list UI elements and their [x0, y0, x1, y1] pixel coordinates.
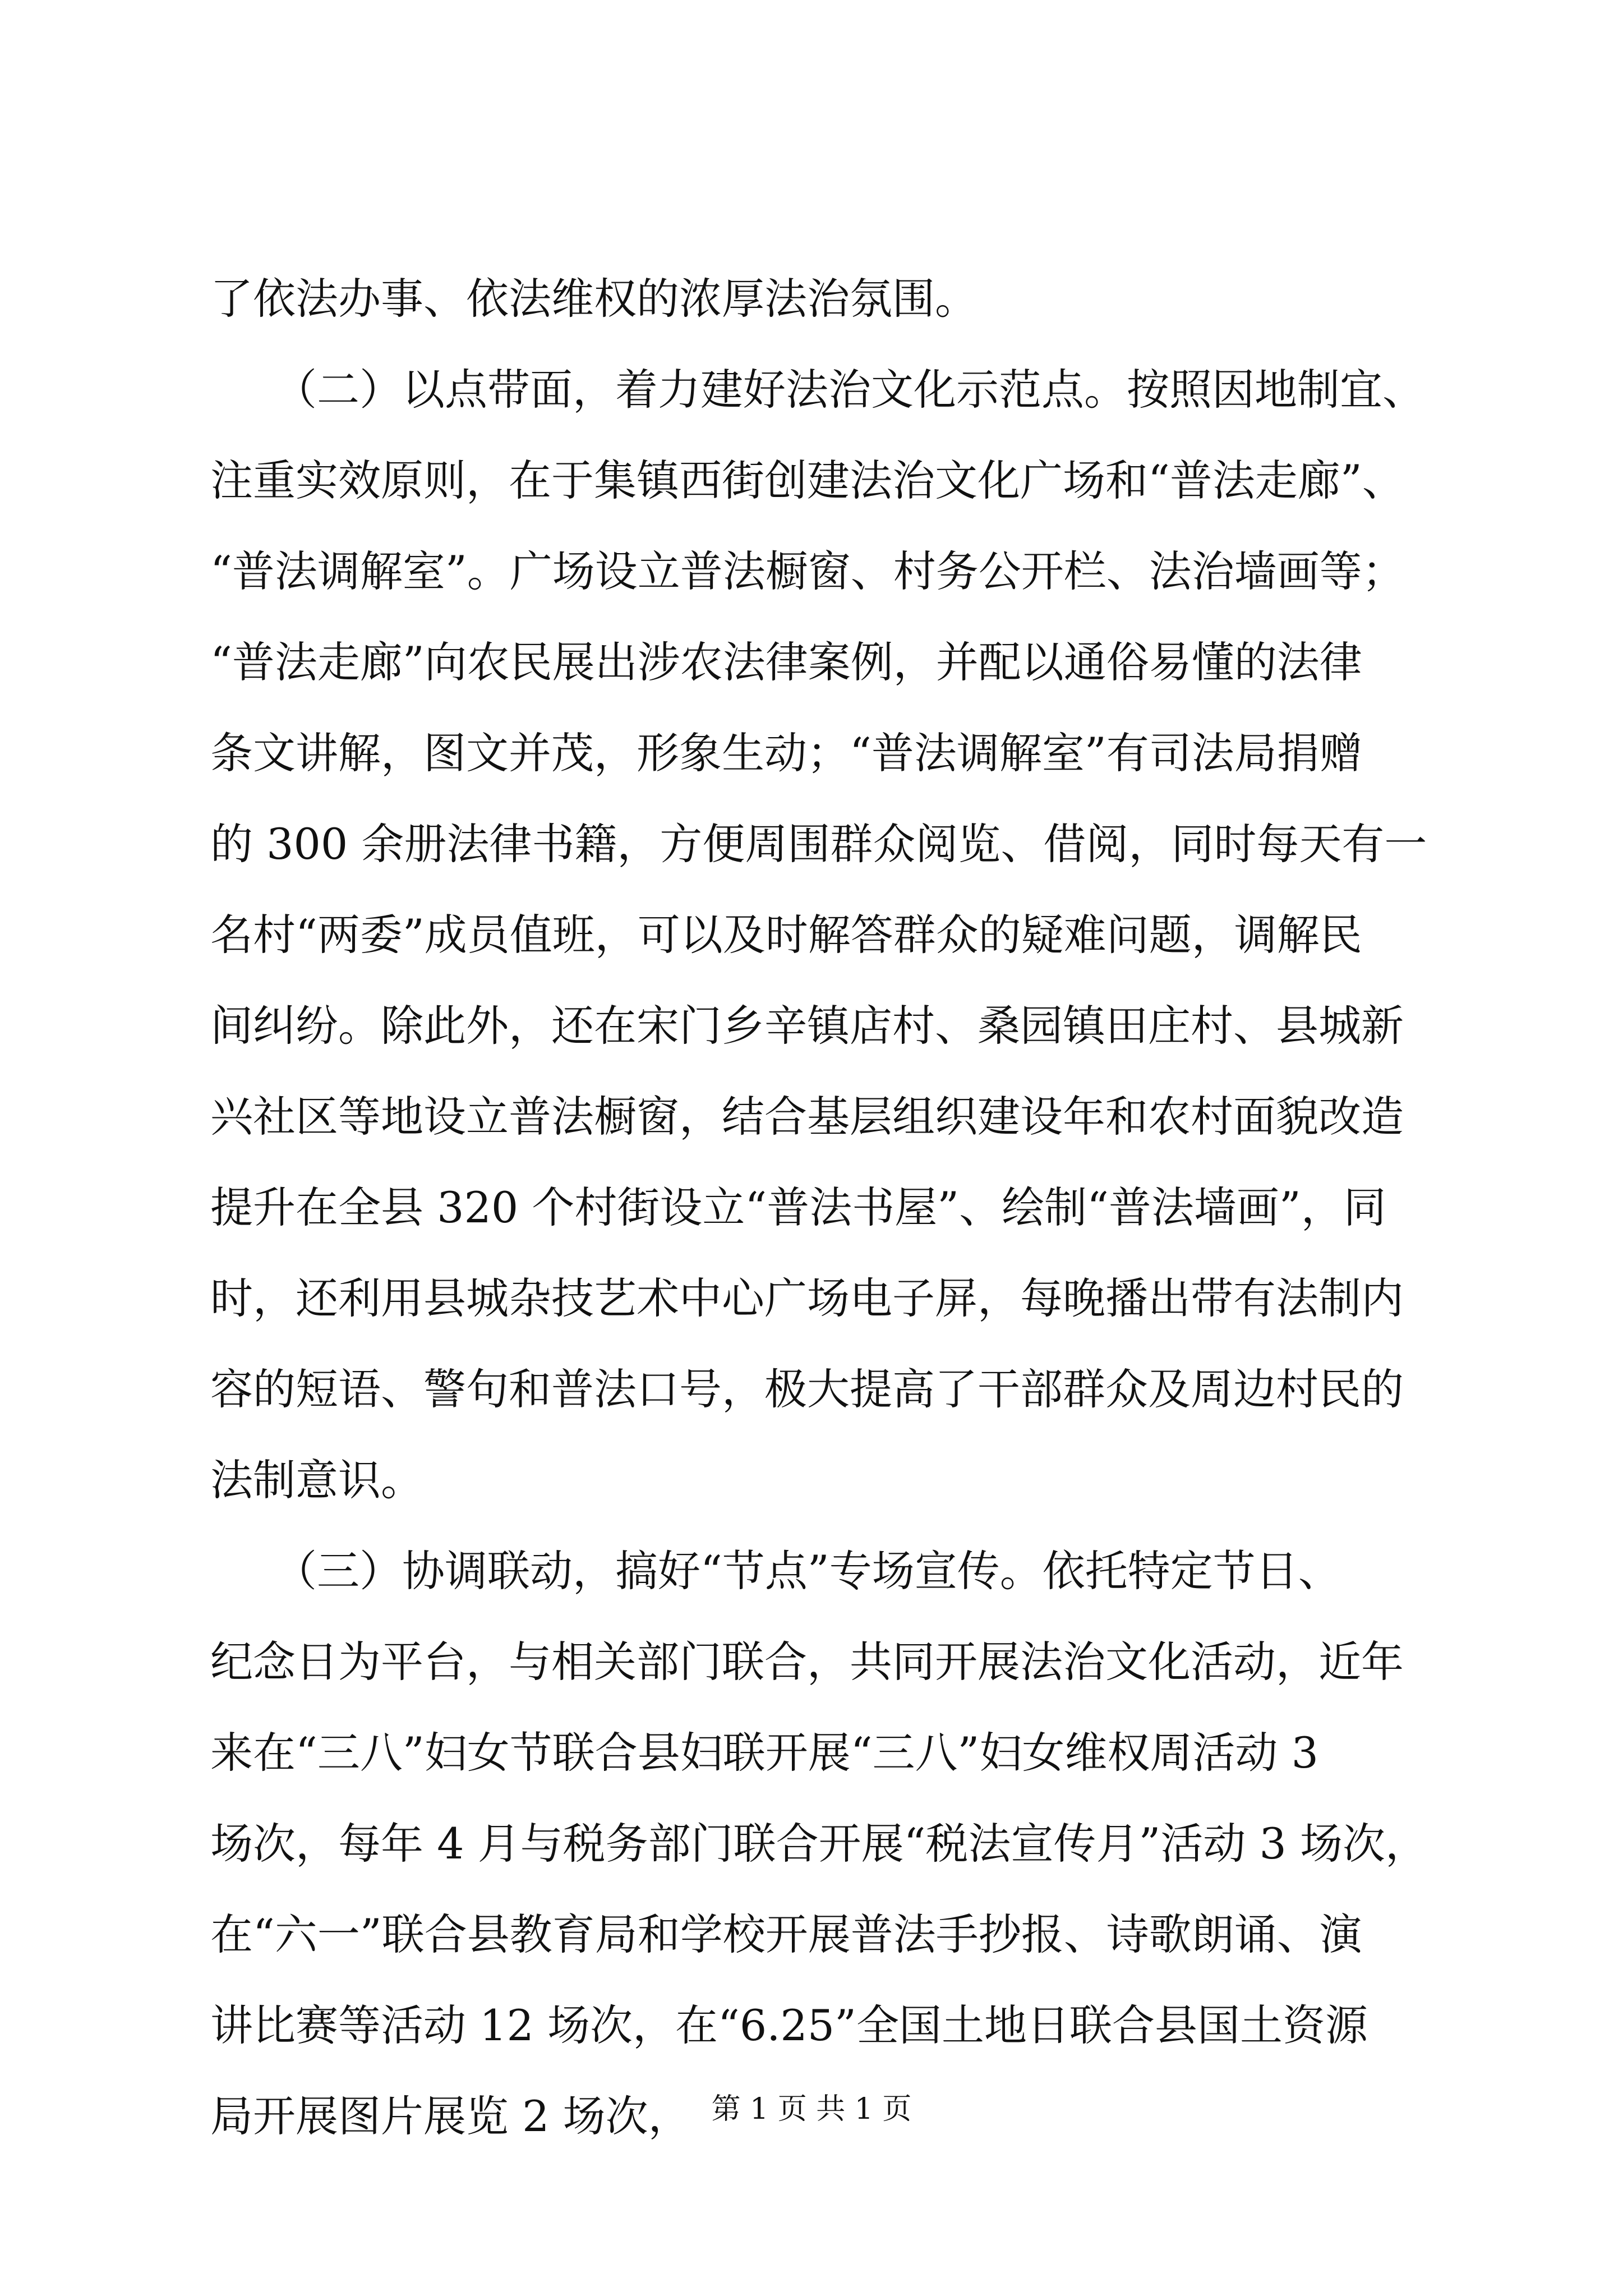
text-line: 时，还利用县城杂技艺术中心广场电子屏，每晚播出带有法制内 — [210, 1273, 1404, 1323]
text-line: 了依法办事、依法维权的浓厚法治氛围。 — [210, 274, 978, 324]
text-line: “普法走廊”向农民展出涉农法律案例，并配以通俗易懂的法律 — [210, 637, 1362, 687]
text-line: 容的短语、警句和普法口号，极大提高了干部群众及周边村民的 — [210, 1364, 1404, 1414]
text-line: 来在“三八”妇女节联合县妇联开展“三八”妇女维权周活动 3 — [210, 1728, 1318, 1778]
text-line: 局开展图片展览 2 场次， — [210, 2091, 691, 2141]
text-line: 名村“两委”成员值班，可以及时解答群众的疑难问题，调解民 — [210, 910, 1362, 960]
text-line: 场次，每年 4 月与税务部门联合开展“税法宣传月”活动 3 场次， — [210, 1819, 1428, 1869]
text-line: （二）以点带面，着力建好法治文化示范点。按照因地制宜、 — [210, 365, 1425, 415]
page-footer — [0, 2087, 1623, 2132]
text-line: 兴社区等地设立普法橱窗，结合基层组织建设年和农村面貌改造 — [210, 1092, 1404, 1142]
text-line: 间纠纷。除此外，还在宋门乡辛镇店村、桑园镇田庄村、县城新 — [210, 1001, 1404, 1051]
text-line: 在“六一”联合县教育局和学校开展普法手抄报、诗歌朗诵、演 — [210, 1910, 1362, 1959]
text-line: （三）协调联动，搞好“节点”专场宣传。依托特定节日、 — [210, 1546, 1341, 1596]
text-line: 注重实效原则，在于集镇西街创建法治文化广场和“普法走廊”、 — [210, 455, 1405, 505]
page-number: 第 1 页 共 1 页 — [711, 2092, 912, 2126]
text-line: “普法调解室”。广场设立普法橱窗、村务公开栏、法治墙画等； — [210, 546, 1405, 596]
body-text — [210, 261, 1428, 2169]
text-line: 条文讲解，图文并茂，形象生动；“普法调解室”有司法局捐赠 — [210, 728, 1362, 778]
text-line: 法制意识。 — [210, 1455, 423, 1505]
text-line: 的 300 余册法律书籍，方便周围群众阅览、借阅，同时每天有一 — [210, 819, 1427, 869]
text-line: 讲比赛等活动 12 场次，在“6.25”全国土地日联合县国土资源 — [210, 2000, 1368, 2050]
text-line: 提升在全县 320 个村街设立“普法书屋”、绘制“普法墙画”，同 — [210, 1182, 1386, 1232]
text-line: 纪念日为平台，与相关部门联合，共同开展法治文化活动，近年 — [210, 1637, 1404, 1687]
